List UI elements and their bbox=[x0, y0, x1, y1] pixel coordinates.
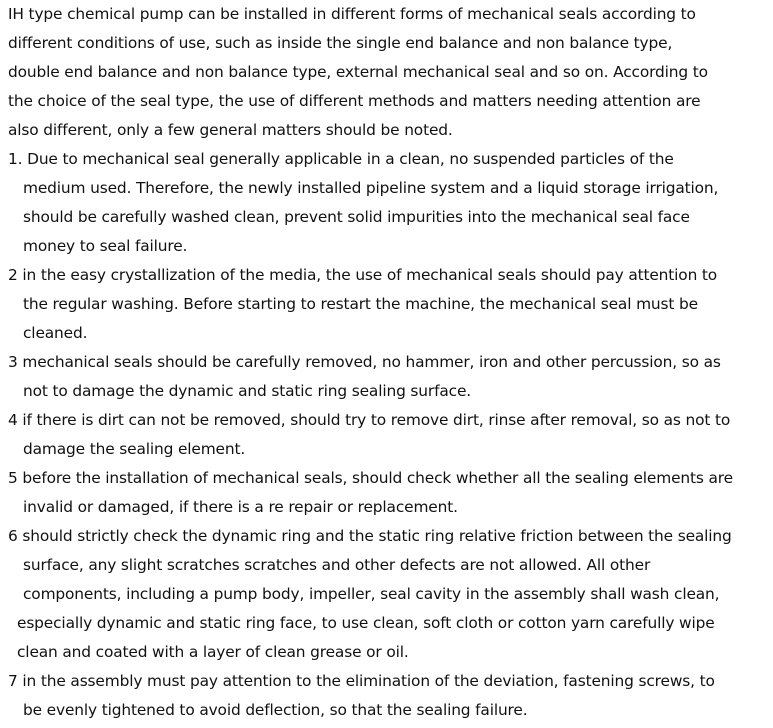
text-line: 2 in the easy crystallization of the media, the use of mechanical seals should pay attention to bbox=[8, 266, 718, 284]
text-line: surface, any slight scratches scratches and other defects are not allowed. All other bbox=[23, 556, 651, 574]
text-line: invalid or damaged, if there is a re repair or replacement. bbox=[23, 498, 458, 516]
text-line: 3 mechanical seals should be carefully removed, no hammer, iron and other percussion, so as bbox=[8, 353, 721, 371]
text-line: double end balance and non balance type, external mechanical seal and so on. According to bbox=[8, 63, 708, 81]
text-line: components, including a pump body, impeller, seal cavity in the assembly shall wash clean, bbox=[23, 585, 720, 603]
text-line: 1. Due to mechanical seal generally applicable in a clean, no suspended particles of the bbox=[8, 150, 674, 168]
text-line: should be carefully washed clean, prevent solid impurities into the mechanical seal face bbox=[23, 208, 690, 226]
text-line: especially dynamic and static ring face, to use clean, soft cloth or cotton yarn carefully wipe bbox=[17, 614, 715, 632]
list-item-1 bbox=[8, 145, 773, 261]
text-line: different conditions of use, such as inside the single end balance and non balance type, bbox=[8, 34, 673, 52]
text-line: 7 in the assembly must pay attention to the elimination of the deviation, fastening screws, to bbox=[8, 672, 715, 690]
text-line: be evenly tightened to avoid deflection, so that the sealing failure. bbox=[23, 701, 528, 719]
text-line: 5 before the installation of mechanical seals, should check whether all the sealing elements are bbox=[8, 469, 733, 487]
text-line: clean and coated with a layer of clean grease or oil. bbox=[17, 643, 409, 661]
text-line: cleaned. bbox=[23, 324, 88, 342]
list-item-7 bbox=[8, 667, 773, 725]
list-item-5 bbox=[8, 464, 773, 522]
text-line: the choice of the seal type, the use of different methods and matters needing attention are bbox=[8, 92, 701, 110]
text-line: money to seal failure. bbox=[23, 237, 188, 255]
text-line: IH type chemical pump can be installed in different forms of mechanical seals according to bbox=[8, 5, 696, 23]
text-line: the regular washing. Before starting to restart the machine, the mechanical seal must be bbox=[23, 295, 698, 313]
document-body bbox=[8, 0, 773, 725]
text-line: damage the sealing element. bbox=[23, 440, 246, 458]
list-item-4 bbox=[8, 406, 773, 464]
list-item-6 bbox=[8, 522, 773, 667]
text-line: medium used. Therefore, the newly installed pipeline system and a liquid storage irrigation, bbox=[23, 179, 719, 197]
text-line: 6 should strictly check the dynamic ring and the static ring relative friction between the sealing bbox=[8, 527, 732, 545]
list-item-3 bbox=[8, 348, 773, 406]
list-item-2 bbox=[8, 261, 773, 348]
intro-paragraph bbox=[8, 0, 773, 145]
text-line: not to damage the dynamic and static ring sealing surface. bbox=[23, 382, 472, 400]
text-line: 4 if there is dirt can not be removed, should try to remove dirt, rinse after removal, so as not to bbox=[8, 411, 731, 429]
text-line: also different, only a few general matters should be noted. bbox=[8, 121, 453, 139]
